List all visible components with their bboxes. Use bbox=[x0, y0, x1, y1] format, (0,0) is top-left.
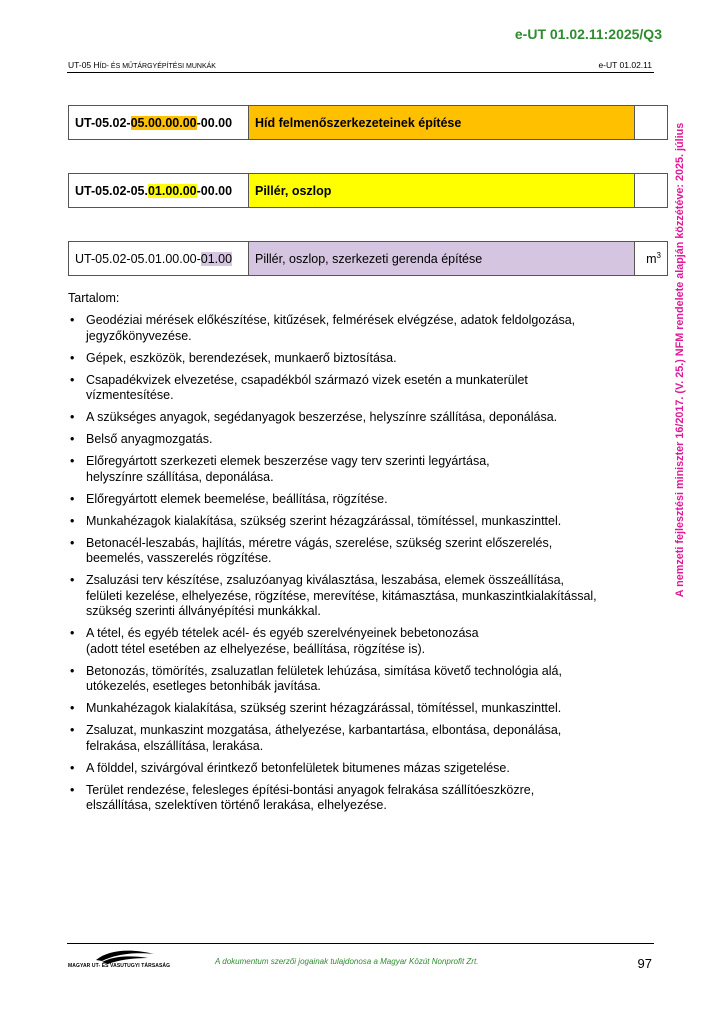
list-item-line: beemelés, vasszerelés rögzítése. bbox=[86, 551, 272, 565]
list-item-line: felrakása, elszállítása, lerakása. bbox=[86, 738, 264, 753]
list-item-line: • Zsaluzat, munkaszint mozgatása, áthelyezése, karbantartása, elbontása, deponálása, bbox=[86, 723, 562, 737]
list-item bbox=[68, 410, 648, 426]
list-item bbox=[68, 313, 648, 344]
list-item-line: • A földdel, szivárgóval érintkező betonfelületek bitumenes mázas szigetelése. bbox=[86, 760, 510, 775]
list-item-line: • Belső anyagmozgatás. bbox=[86, 432, 213, 446]
side-publication-note: A nemzeti fejlesztési miniszter 16/2017. (V. 25.) NFM rendelete alapján közzétéve: 2025. július bbox=[674, 122, 686, 598]
list-item bbox=[68, 514, 648, 530]
list-item-line: elszállítása, szelektíven történő lerakása, elhelyezése. bbox=[86, 798, 387, 812]
list-item-line: • Zsaluzási terv készítése, zsaluzóanyag kiválasztása, leszabása, elemek összeállítása, bbox=[86, 573, 565, 587]
list-item bbox=[68, 573, 648, 620]
list-item-line: helyszínre szállítása, deponálása. bbox=[86, 469, 274, 484]
list-item-line: • Betonozás, tömörítés, zsaluzatlan felületek lehúzása, simítása követő technológia alá, bbox=[86, 663, 562, 678]
list-item bbox=[68, 536, 648, 567]
footer-divider bbox=[67, 943, 654, 944]
list-item bbox=[68, 351, 648, 367]
list-item-line: • Betonacél-leszabás, hajlítás, méretre vágás, szerelése, szükség szerint előszerelés, bbox=[86, 535, 553, 550]
list-item-line: • A szükséges anyagok, segédanyagok beszerzése, helyszínre szállítása, deponálása. bbox=[86, 410, 558, 424]
item-code: UT-05.02-05.01.00.00-00.00 bbox=[69, 174, 249, 208]
header-standard-code: e-UT 01.02.11 bbox=[598, 60, 652, 70]
item-unit: $m^3$ bbox=[635, 242, 668, 276]
list-item-line: vízmentesítése. bbox=[86, 388, 174, 402]
list-item bbox=[68, 432, 648, 448]
list-item-line: (adott tétel esetében az elhelyezése, beállítása, rögzítése is). bbox=[86, 641, 426, 656]
society-logo-text: MAGYAR UT- ÉS VASUTUGYI TÁRSASÁG bbox=[68, 963, 171, 969]
list-item-line: • Gépek, eszközök, berendezések, munkaerő biztosítása. bbox=[86, 350, 397, 365]
list-item bbox=[68, 664, 648, 695]
list-item bbox=[68, 492, 648, 508]
item-unit bbox=[635, 106, 668, 140]
list-item bbox=[68, 373, 648, 404]
list-item-line: • Geodéziai mérések előkészítése, kitűzések, felmérések elvégzése, adatok feldolgozása, bbox=[86, 313, 576, 327]
content-list bbox=[68, 313, 648, 820]
item-box-level2 bbox=[68, 173, 668, 208]
list-item-line: szükség szerinti állványépítési munkákkal. bbox=[86, 604, 321, 618]
item-box-level3 bbox=[68, 241, 668, 276]
list-item-line: jegyzőkönyvezése. bbox=[86, 328, 192, 343]
list-item-line: • Munkahézagok kialakítása, szükség szerint hézagzárással, tömítéssel, munkaszinttel. bbox=[86, 701, 562, 715]
list-item-line: utókezelés, esetleges betonhibák javítása. bbox=[86, 679, 321, 693]
list-item-line: • Előregyártott szerkezeti elemek beszerzése vagy terv szerinti legyártása, bbox=[86, 454, 490, 468]
item-unit bbox=[635, 174, 668, 208]
header-chapter: UT-05 HÍD- ÉS MŰTÁRGYÉPÍTÉSI MUNKÁK bbox=[68, 60, 216, 70]
list-item bbox=[68, 701, 648, 717]
list-item-line: • Terület rendezése, felesleges építési-bontási anyagok felrakása szállítóeszközre, bbox=[86, 782, 535, 797]
list-item-line: • Munkahézagok kialakítása, szükség szerint hézagzárással, tömítéssel, munkaszinttel. bbox=[86, 513, 562, 528]
item-code: UT-05.02-05.00.00.00-00.00 bbox=[69, 106, 249, 140]
item-code: UT-05.02-05.01.00.00-01.00 bbox=[69, 242, 249, 276]
list-item bbox=[68, 783, 648, 814]
list-item-line: • A tétel, és egyéb tételek acél- és egyéb szerelvényeinek bebetonozása bbox=[86, 626, 479, 640]
list-item-line: felületi kezelése, elhelyezése, rögzítése, merevítése, kitámasztása, munkaszintkialakítással, bbox=[86, 588, 597, 603]
content-label: Tartalom: bbox=[68, 291, 120, 305]
page-number: 97 bbox=[637, 956, 652, 971]
header-divider bbox=[67, 72, 654, 73]
item-title: Pillér, oszlop bbox=[249, 174, 635, 208]
document-code: e-UT 01.02.11:2025/Q3 bbox=[514, 26, 662, 42]
list-item bbox=[68, 626, 648, 657]
list-item bbox=[68, 761, 648, 777]
list-item-line: • Előregyártott elemek beemelése, beállítása, rögzítése. bbox=[86, 491, 388, 506]
item-box-level1 bbox=[68, 105, 668, 140]
list-item bbox=[68, 454, 648, 485]
item-title: Pillér, oszlop, szerkezeti gerenda építése bbox=[249, 242, 635, 276]
item-title: Híd felmenőszerkezeteinek építése bbox=[249, 106, 635, 140]
copyright-note: A dokumentum szerzői jogainak tulajdonosa a Magyar Közút Nonprofit Zrt. bbox=[215, 957, 479, 966]
list-item bbox=[68, 723, 648, 754]
list-item-line: • Csapadékvizek elvezetése, csapadékból származó vizek esetén a munkaterület bbox=[86, 372, 528, 387]
